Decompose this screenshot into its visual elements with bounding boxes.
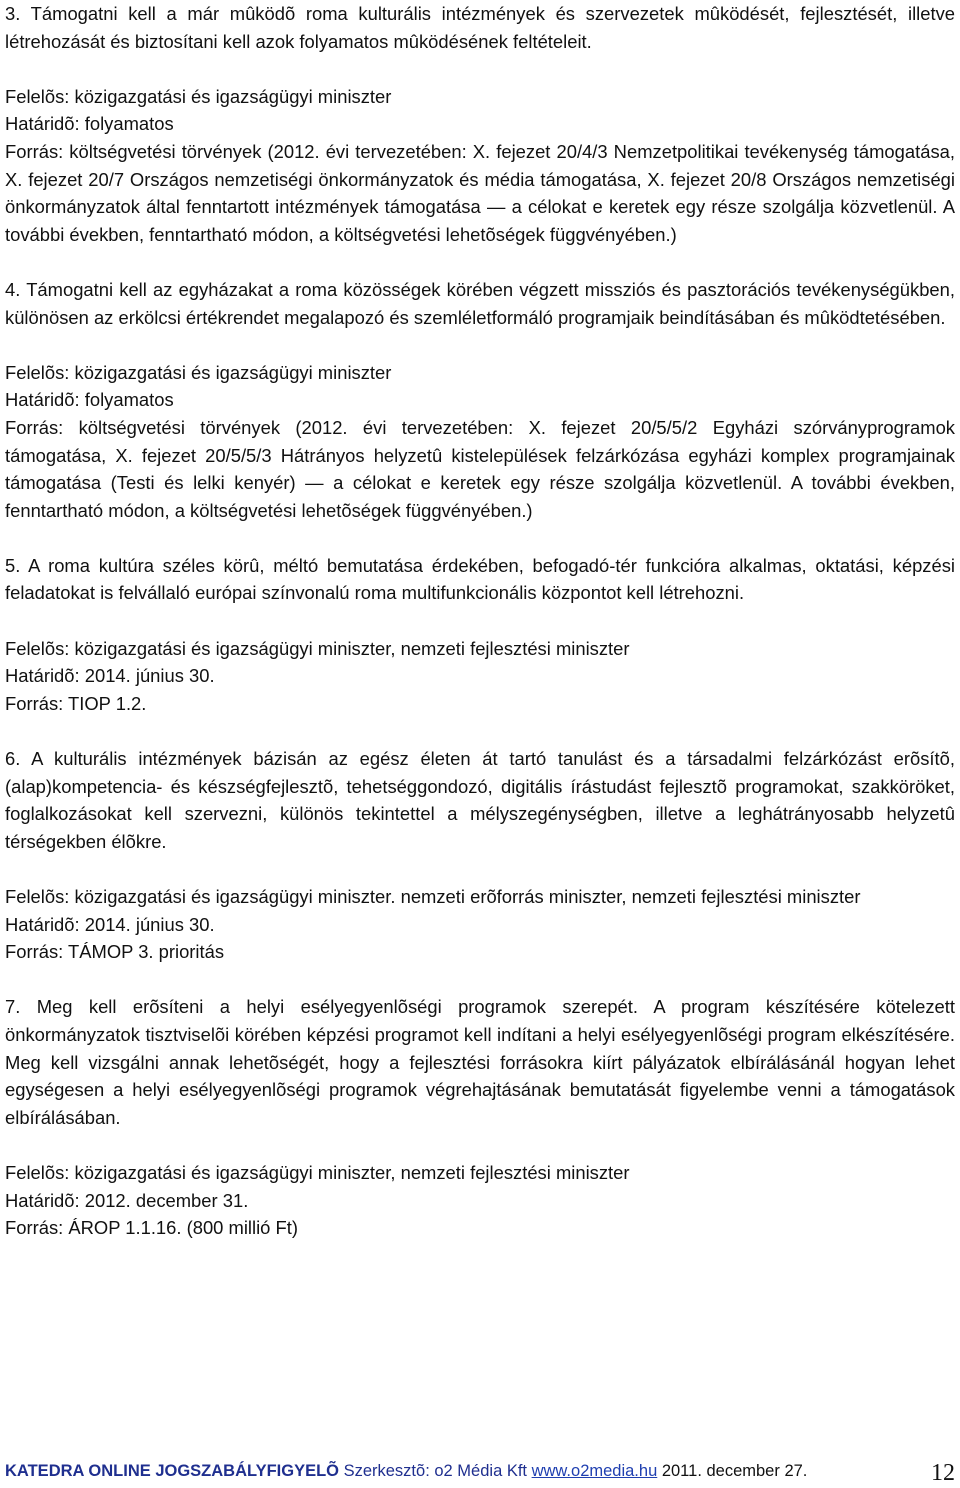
document-page (5, 0, 955, 1242)
item-5-text: 5. A roma kultúra széles körû, méltó bemutatása érdekében, befogadó-tér funkcióra alkalmas, oktatási, képzési feladatokat is felvállaló európai színvonalú roma multifunkcionális központot kell létrehozni. (5, 554, 955, 604)
item-3-forras: Forrás: költségvetési törvények (2012. évi tervezetében: X. fejezet 20/4/3 Nemzetpolitikai tevékenység támogatása, X. fejezet 20/7 Országos nemzetiségi önkormányzatok és média támogatása, X. fejezet 20/8 Országos nemzetiségi önkormányzatok által fenntartott intézmények támogatása — a célokat e keretek egy része szolgálja közvetlenül. A további években, fenntartható módon, a költségvetési lehetõségek függvényében.) (5, 140, 955, 245)
item-7-forras: Forrás: ÁROP 1.1.16. (800 millió Ft) (5, 1217, 298, 1239)
footer-brand: KATEDRA ONLINE JOGSZABÁLYFIGYELÕ (5, 1462, 339, 1480)
item-4-forras: Forrás: költségvetési törvények (2012. évi tervezetében: X. fejezet 20/5/5/2 Egyházi szórványprogramok támogatása, X. fejezet 20/5/5/3 Hátrányos helyzetû kistelepülések felzárkózása egyházi komplex programjainak támogatása (Testi és lelki kenyér) — a célokat e keretek egy része szolgálja közvetlenül. A további években, fenntartható módon, a költségvetési lehetõségek függvényében.) (5, 416, 955, 521)
item-3-felelos: Felelõs: közigazgatási és igazságügyi miniszter (5, 85, 392, 107)
item-7-text: 7. Meg kell erõsíteni a helyi esélyegyenlõségi programok szerepét. A program készítésére kötelezett önkormányzatok tisztviselõi körében képzési programot kell indítani a helyi esélyegyenlõségi program elkészítésére. Meg kell vizsgálni annak lehetõségét, hogy a fejlesztési forrásokra kiírt pályázatok elbírálásánál hogyan lehet egységesen a helyi esélyegyenlõségi programok végrehajtásának bemutatását figyelembe venni a támogatások elbírálásában. (5, 996, 955, 1128)
item-5-forras: Forrás: TIOP 1.2. (5, 692, 147, 714)
item-4-meta (5, 359, 955, 525)
item-3-text: 3. Támogatni kell a már mûködõ roma kulturális intézmények és szervezetek mûködését, fejlesztését, illetve létrehozását és biztosítani kell azok folyamatos mûködésének feltételeit. (5, 3, 955, 52)
item-4-text: 4. Támogatni kell az egyházakat a roma közösségek körében végzett missziós és pasztorációs tevékenységükben, különösen az erkölcsi értékrendet megalapozó és szemléletformáló programjaik beindításában és mûködtetésében. (5, 278, 955, 328)
page-number: 12 (931, 1460, 955, 1486)
item-4-hatarido: Határidõ: folyamatos (5, 389, 174, 411)
item-3-meta (5, 83, 955, 249)
item-3-hatarido: Határidõ: folyamatos (5, 113, 174, 135)
item-7-meta (5, 1159, 955, 1242)
item-6-felelos: Felelõs: közigazgatási és igazságügyi miniszter. nemzeti erõforrás miniszter, nemzeti fejlesztési miniszter (5, 886, 861, 907)
footer-date: 2011. december 27. (657, 1462, 808, 1480)
item-7-felelos: Felelõs: közigazgatási és igazságügyi miniszter, nemzeti fejlesztési miniszter (5, 1161, 630, 1183)
item-4-felelos: Felelõs: közigazgatási és igazságügyi miniszter (5, 361, 392, 383)
page-footer (5, 1456, 955, 1486)
item-5-meta (5, 635, 955, 718)
item-5-hatarido: Határidõ: 2014. június 30. (5, 665, 215, 687)
item-7-hatarido: Határidõ: 2012. december 31. (5, 1189, 249, 1211)
item-6-forras: Forrás: TÁMOP 3. prioritás (5, 941, 225, 963)
item-6-hatarido: Határidõ: 2014. június 30. (5, 913, 215, 935)
footer-website-link[interactable]: www.o2media.hu (531, 1462, 658, 1480)
item-5-felelos: Felelõs: közigazgatási és igazságügyi miniszter, nemzeti fejlesztési miniszter (5, 637, 630, 659)
footer-editor: Szerkesztõ: o2 Média Kft (339, 1462, 532, 1480)
item-6-meta (5, 883, 955, 966)
item-6-text: 6. A kulturális intézmények bázisán az egész életen át tartó tanulást és a társadalmi felzárkózást erõsítõ, (alap)kompetencia- és készségfejlesztõ, tehetséggondozó, digitális írástudást fejlesztõ programokat, szakköröket, foglalkozásokat kell szervezni, különös tekintettel a mélyszegénységben, illetve a leghátrányosabb helyzetû térségekben élõkre. (5, 748, 955, 852)
